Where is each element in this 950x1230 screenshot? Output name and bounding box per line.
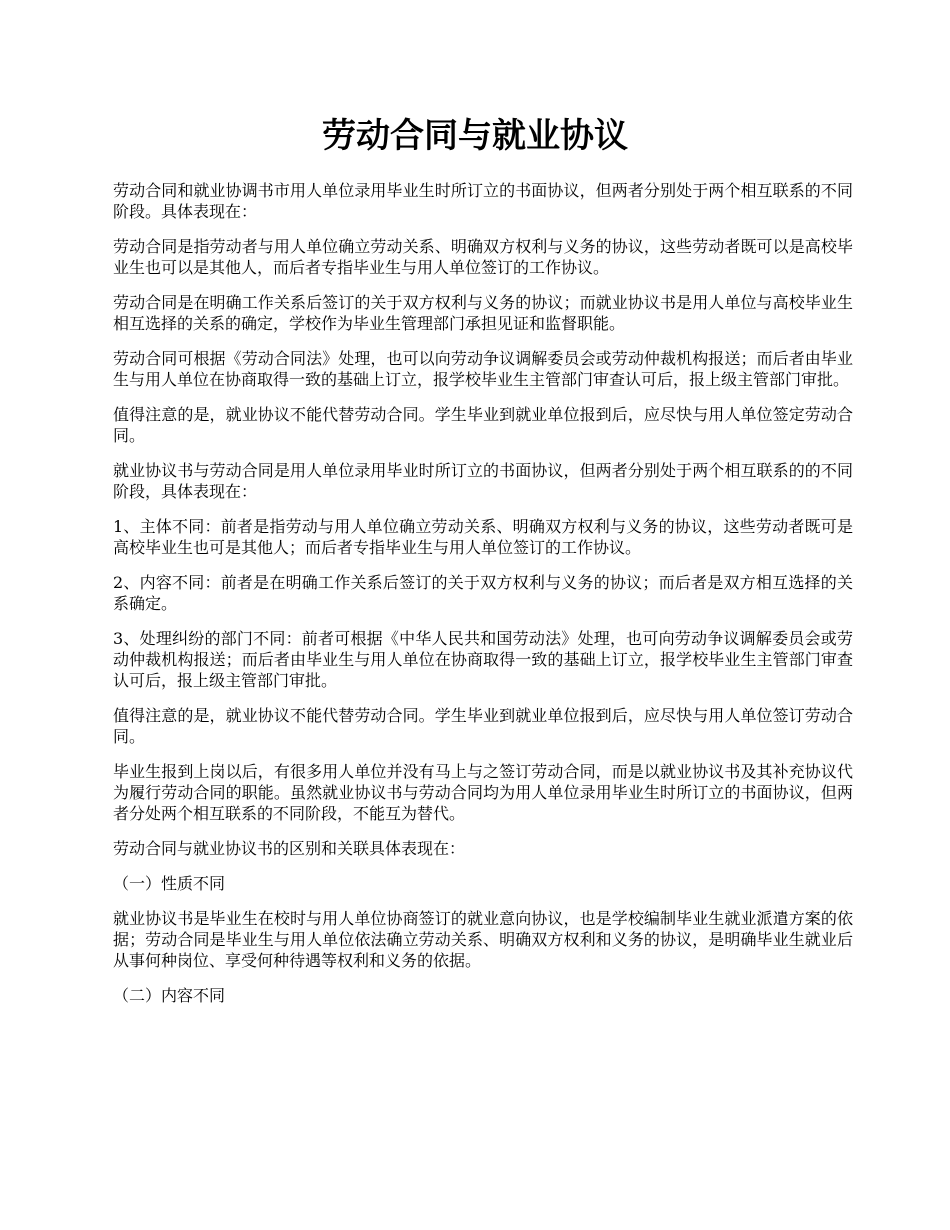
paragraph: 劳动合同可根据《劳动合同法》处理，也可以向劳动争议调解委员会或劳动仲裁机构报送；而后者由毕业生与用人单位在协商取得一致的基础上订立，报学校毕业生主管部门审查认可后，报上级主管部门审批。 — [113, 349, 853, 389]
paragraph: 就业协议书是毕业生在校时与用人单位协商签订的就业意向协议，也是学校编制毕业生就业派遣方案的依据；劳动合同是毕业生与用人单位依法确立劳动关系、明确双方权利和义务的协议，是明确毕业生就业后从事何种岗位、享受何种待遇等权利和义务的依据。 — [113, 909, 853, 970]
paragraph: 毕业生报到上岗以后，有很多用人单位并没有马上与之签订劳动合同，而是以就业协议书及其补充协议代为履行劳动合同的职能。虽然就业协议书与劳动合同均为用人单位录用毕业生时所订立的书面协议，但两者分处两个相互联系的不同阶段，不能互为替代。 — [113, 762, 853, 823]
paragraph: 值得注意的是，就业协议不能代替劳动合同。学生毕业到就业单位报到后，应尽快与用人单位签订劳动合同。 — [113, 706, 853, 746]
paragraph: 劳动合同和就业协调书市用人单位录用毕业生时所订立的书面协议，但两者分别处于两个相互联系的不同阶段。具体表现在： — [113, 181, 853, 221]
document-body — [113, 180, 853, 1020]
paragraph: 劳动合同与就业协议书的区别和关联具体表现在： — [113, 839, 466, 858]
list-item-dispute: 3、处理纠纷的部门不同：前者可根据《中华人民共和国劳动法》处理，也可向劳动争议调解委员会或劳动仲裁机构报送；而后者由毕业生与用人单位在协商取得一致的基础上订立，报学校毕业生主管部门审查认可后，报上级主管部门审批。 — [113, 629, 853, 690]
section-heading-content: （二）内容不同 — [113, 986, 226, 1005]
list-item-content: 2、内容不同：前者是在明确工作关系后签订的关于双方权利与义务的协议；而后者是双方相互选择的关系确定。 — [113, 573, 853, 613]
list-item-subject: 1、主体不同：前者是指劳动与用人单位确立劳动关系、明确双方权利与义务的协议，这些劳动者既可是高校毕业生也可是其他人；而后者专指毕业生与用人单位签订的工作协议。 — [113, 517, 853, 557]
document-title: 劳动合同与就业协议 — [322, 116, 628, 156]
paragraph: 劳动合同是指劳动者与用人单位确立劳动关系、明确双方权利与义务的协议，这些劳动者既可以是高校毕业生也可以是其他人，而后者专指毕业生与用人单位签订的工作协议。 — [113, 237, 853, 277]
paragraph: 劳动合同是在明确工作关系后签订的关于双方权利与义务的协议；而就业协议书是用人单位与高校毕业生相互选择的关系的确定，学校作为毕业生管理部门承担见证和监督职能。 — [113, 293, 853, 333]
paragraph: 就业协议书与劳动合同是用人单位录用毕业时所订立的书面协议，但两者分别处于两个相互联系的的不同阶段，具体表现在： — [113, 461, 853, 501]
section-heading-nature: （一）性质不同 — [113, 874, 226, 893]
paragraph: 值得注意的是，就业协议不能代替劳动合同。学生毕业到就业单位报到后，应尽快与用人单位签定劳动合同。 — [113, 405, 853, 445]
